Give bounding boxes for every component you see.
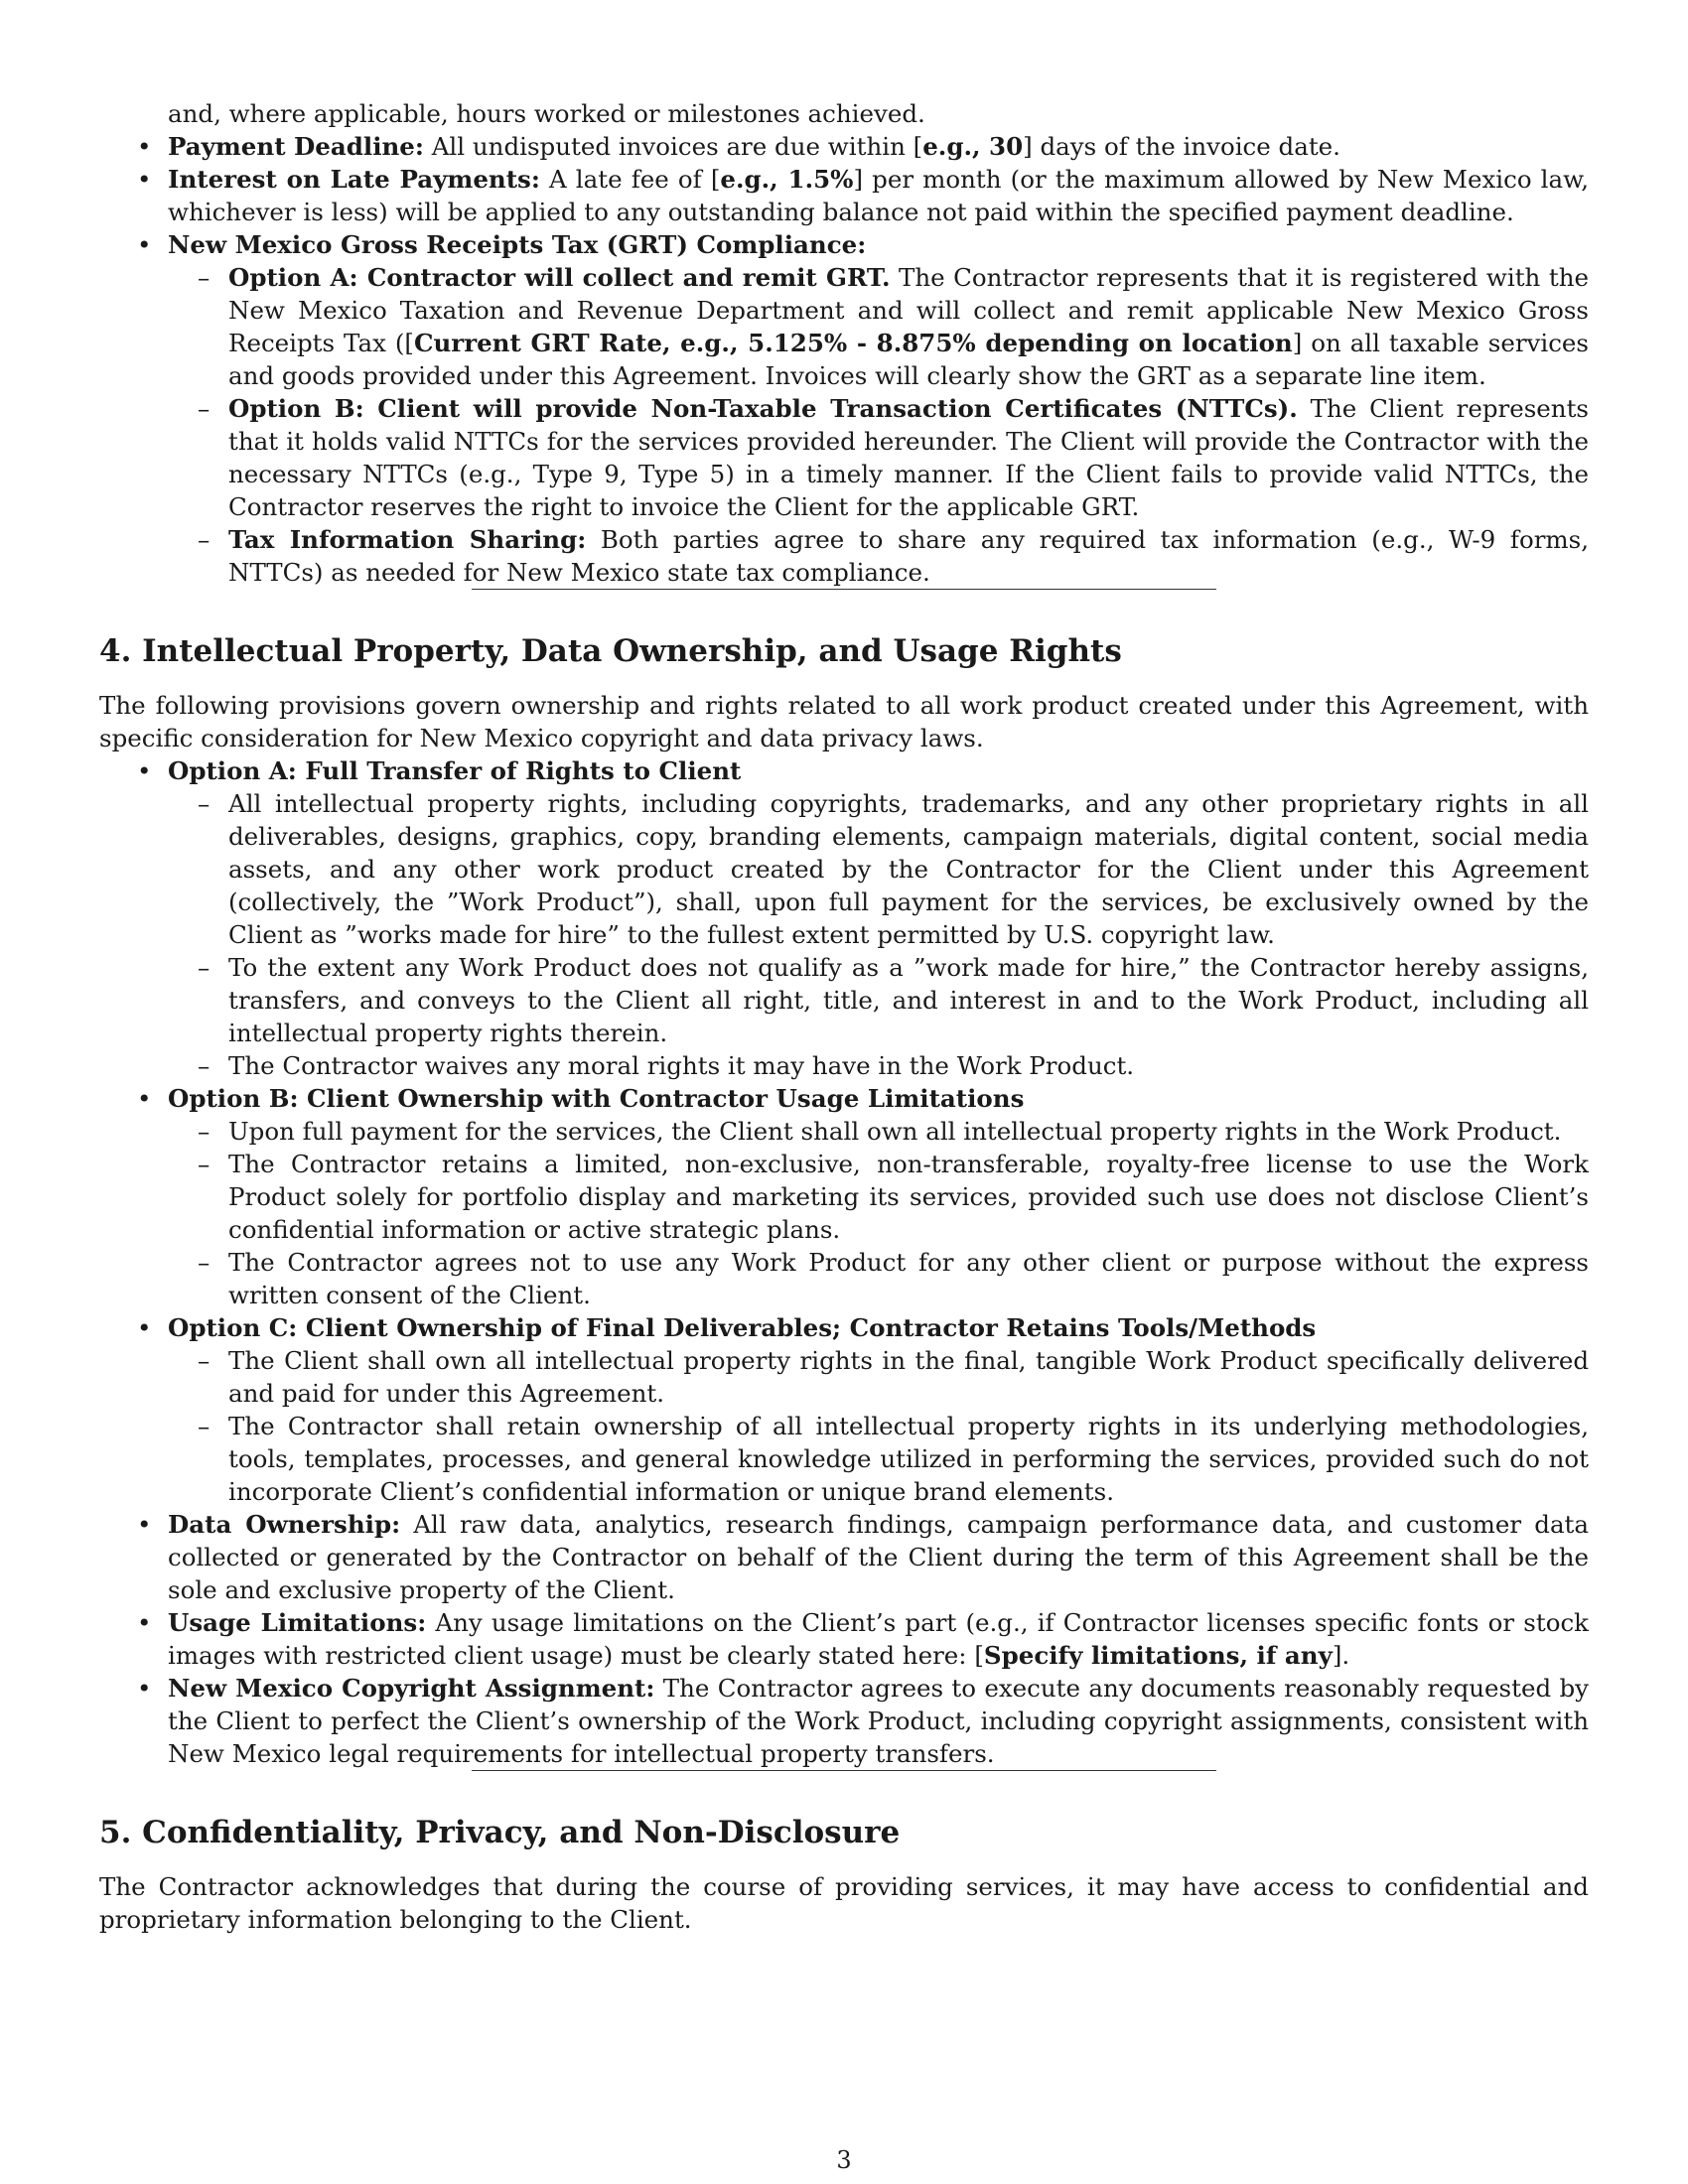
payment-deadline-text: All undisputed invoices are due within [ <box>423 132 923 161</box>
section-5-intro: The Contractor acknowledges that during the course of providing services, it may have access to confidential and proprietary information belonging to the Client. <box>99 1872 1589 1934</box>
section-4-heading: 4. Intellectual Property, Data Ownership, and Usage Rights <box>99 633 1122 669</box>
ip-option-c <box>99 1311 1589 1508</box>
late-interest-placeholder: e.g., 1.5% <box>720 165 854 194</box>
grt-option-a-text: The Contractor represents that it is registered with the New Mexico Taxation and Revenue Department and will collect and remit applicable New Mexico Gross Receipts Tax ([ <box>228 263 1589 357</box>
grt-option-b <box>168 392 1589 523</box>
ip-option-a <box>99 754 1589 1082</box>
tax-info-sharing-label: Tax Information Sharing: <box>228 525 587 554</box>
grt-compliance-label: New Mexico Gross Receipts Tax (GRT) Compliance: <box>168 230 867 259</box>
list-item: – Upon full payment for the services, the Client shall own all intellectual property rights in the Work Product. <box>168 1115 1589 1148</box>
payment-deadline-label: Payment Deadline: <box>168 132 424 161</box>
continued-text: and, where applicable, hours worked or milestones achieved. <box>168 99 925 128</box>
grt-rate-placeholder: Current GRT Rate, e.g., 5.125% - 8.875% depending on location <box>413 329 1293 357</box>
copyright-assignment-text: The Contractor agrees to execute any documents reasonably requested by the Client to perfect the Client’s ownership of the Work Product, including copyright assignments, consistent with New Mexico legal requirements for intellectual property transfers. <box>168 1674 1589 1768</box>
payment-terms-list <box>99 130 1589 589</box>
list-item: – All intellectual property rights, including copyrights, trademarks, and any other proprietary rights in all deliverables, designs, graphics, copy, branding elements, campaign materials, digital content, social media assets, and any other work product created by the Contractor for the Client under this Agreement (collectively, the ”Work Product”), shall, upon full payment for the services, be exclusively owned by the Client as ”works made for hire” to the fullest extent permitted by U.S. copyright law. <box>168 787 1589 951</box>
section-4-intro: The following provisions govern ownership and rights related to all work product created under this Agreement, with specific consideration for New Mexico copyright and data privacy laws. <box>99 691 1589 752</box>
grt-compliance-item <box>99 228 1589 589</box>
data-ownership-label: Data Ownership: <box>168 1510 401 1539</box>
usage-limitations-text-end: ]. <box>1332 1641 1350 1670</box>
usage-limitations-label: Usage Limitations: <box>168 1608 427 1637</box>
ip-provisions-list <box>99 754 1589 1770</box>
payment-deadline-placeholder: e.g., 30 <box>922 132 1024 161</box>
data-ownership-text: All raw data, analytics, research findings, campaign performance data, and customer data collected or generated by the Contractor on behalf of the Client during the term of this Agreement shall be the sole and exclusive property of the Client. <box>168 1510 1590 1604</box>
ip-option-c-label: Option C: Client Ownership of Final Deliverables; Contractor Retains Tools/Methods <box>168 1313 1317 1342</box>
section-5-heading: 5. Confidentiality, Privacy, and Non-Disclosure <box>99 1815 901 1850</box>
list-item: – The Contractor shall retain ownership of all intellectual property rights in its underlying methodologies, tools, templates, processes, and general knowledge utilized in performing the services, provided such do not incorporate Client’s confidential information or unique brand elements. <box>168 1410 1589 1508</box>
page-content <box>99 97 1589 1936</box>
late-interest-text-end: ] per month (or the maximum allowed by New Mexico law, whichever is less) will be applied to any outstanding balance not paid within the specified payment deadline. <box>168 165 1589 226</box>
late-interest-item <box>99 163 1589 228</box>
list-item: – The Contractor retains a limited, non-exclusive, non-transferable, royalty-free license to use the Work Product solely for portfolio display and marketing its services, provided such use does not disclose Client’s confidential information or active strategic plans. <box>168 1148 1589 1246</box>
ip-option-a-list <box>168 787 1589 1082</box>
ip-option-b-label: Option B: Client Ownership with Contractor Usage Limitations <box>168 1084 1025 1113</box>
ip-option-c-list <box>168 1344 1589 1508</box>
list-item: – To the extent any Work Product does not qualify as a ”work made for hire,” the Contractor hereby assigns, transfers, and conveys to the Client all right, title, and interest in and to the Work Product, including all intellectual property rights therein. <box>168 951 1589 1049</box>
page-number: 3 <box>836 2146 852 2174</box>
usage-limitations-item <box>99 1606 1589 1672</box>
payment-deadline-item <box>99 130 1589 163</box>
late-interest-label: Interest on Late Payments: <box>168 165 540 194</box>
tax-info-sharing <box>168 523 1589 589</box>
late-interest-text: A late fee of [ <box>539 165 721 194</box>
grt-option-b-label: Option B: Client will provide Non-Taxable Transaction Certificates (NTTCs). <box>228 394 1298 423</box>
grt-option-a-label: Option A: Contractor will collect and remit GRT. <box>228 263 891 292</box>
grt-option-a <box>168 261 1589 392</box>
copyright-assignment-item <box>99 1672 1589 1770</box>
section-divider <box>472 1770 1216 1771</box>
data-ownership-item <box>99 1508 1589 1606</box>
list-item: – The Client shall own all intellectual property rights in the final, tangible Work Product specifically delivered and paid for under this Agreement. <box>168 1344 1589 1410</box>
grt-option-a-text-end: ] on all taxable services and goods provided under this Agreement. Invoices will clearly show the GRT as a separate line item. <box>228 329 1589 390</box>
ip-option-a-label: Option A: Full Transfer of Rights to Client <box>168 756 742 785</box>
tax-info-sharing-text: Both parties agree to share any required tax information (e.g., W-9 forms, NTTCs) as needed for New Mexico state tax compliance. <box>228 525 1589 587</box>
list-item: – The Contractor agrees not to use any Work Product for any other client or purpose without the express written consent of the Client. <box>168 1246 1589 1311</box>
usage-limitations-text: Any usage limitations on the Client’s part (e.g., if Contractor licenses specific fonts or stock images with restricted client usage) must be clearly stated here: [ <box>168 1608 1590 1670</box>
payment-deadline-text-end: ] days of the invoice date. <box>1023 132 1340 161</box>
grt-option-b-text: The Client represents that it holds valid NTTCs for the services provided hereunder. The Client will provide the Contractor with the necessary NTTCs (e.g., Type 9, Type 5) in a timely manner. If the Client fails to provide valid NTTCs, the Contractor reserves the right to invoice the Client for the applicable GRT. <box>228 394 1589 521</box>
ip-option-b-list <box>168 1115 1589 1311</box>
section-divider <box>472 589 1216 590</box>
list-item: – The Contractor waives any moral rights it may have in the Work Product. <box>168 1049 1589 1082</box>
usage-limitations-placeholder: Specify limitations, if any <box>983 1641 1333 1670</box>
ip-option-b <box>99 1082 1589 1311</box>
copyright-assignment-label: New Mexico Copyright Assignment: <box>168 1674 655 1703</box>
grt-options-list <box>168 261 1589 589</box>
